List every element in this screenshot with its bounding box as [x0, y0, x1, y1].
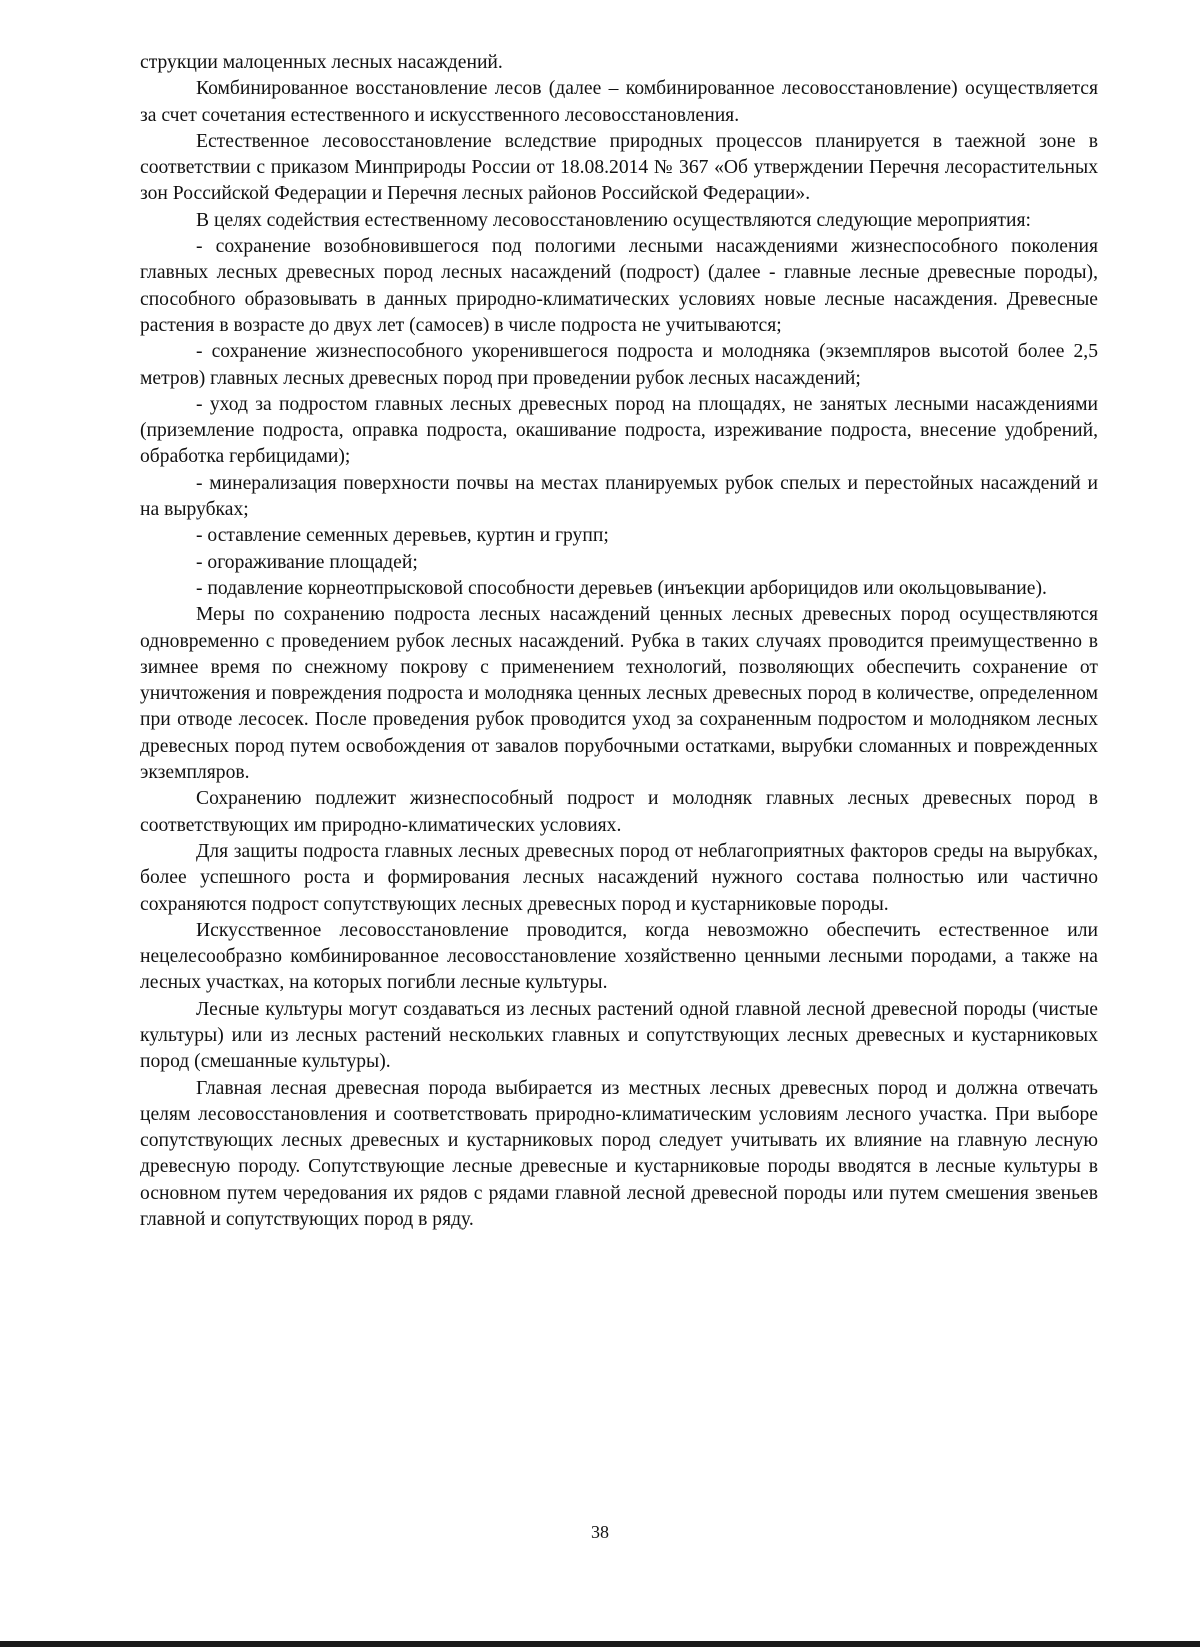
body-text [140, 50, 1098, 1233]
list-item-preserve-undergrowth: - сохранение возобновившегося под пологими лесными насаждениями жизнеспособного поколения главных лесных древесных пород лесных насаждений (подрост) (далее - главные лесные древесные породы), способного образовывать в данных природно-климатических условиях новые лесные насаждения. Древесные растения в возрасте до двух лет (самосев) в числе подроста не учитываются; [140, 236, 1098, 336]
paragraph-assistance-intro: В целях содействия естественному лесовосстановлению осуществляются следующие мероприятия: [196, 209, 1031, 231]
paragraph-combined-restoration: Комбинированное восстановление лесов (далее – комбинированное лесовосстановление) осуществляется за счет сочетания естественного и искусственного лесовосстановления. [140, 78, 1098, 126]
paragraph-preservation-subject: Сохранению подлежит жизнеспособный подрост и молодняк главных лесных древесных пород в соответствующих им природно-климатических условиях. [140, 788, 1098, 836]
list-item-undergrowth-care: - уход за подростом главных лесных древесных пород на площадях, не занятых лесными насаждениями (приземление подроста, оправка подроста, окашивание подроста, изреживание подроста, внесение удобрений, обработка гербицидами); [140, 393, 1098, 468]
scan-edge-line [0, 1641, 1200, 1647]
list-item-soil-mineralization: - минерализация поверхности почвы на местах планируемых рубок спелых и перестойных насаждений и на вырубках; [140, 472, 1098, 521]
paragraph-natural-restoration: Естественное лесовосстановление вследствие природных процессов планируется в таежной зоне в соответствии с приказом Минприроды России от 18.08.2014 № 367 «Об утверждении Перечня лесорастительных зон Российской Федерации и Перечня лесных районов Российской Федерации». [140, 130, 1098, 205]
list-item-preserve-young-stand: - сохранение жизнеспособного укоренившегося подроста и молодняка (экземпляров высотой более 2,5 метров) главных лесных древесных пород при проведении рубок лесных насаждений; [140, 341, 1098, 389]
paragraph-undergrowth-measures: Меры по сохранению подроста лесных насаждений ценных лесных древесных пород осуществляются одновременно с проведением рубок лесных насаждений. Рубка в таких случаях проводится преимущественно в зимнее время по снежному покрову с применением технологий, позволяющих обеспечить сохранение от уничтожения и повреждения подроста и молодняка ценных лесных древесных пород в количестве, определенном при отводе лесосек. После проведения рубок проводится уход за сохраненным подростом и молодняком лесных древесных пород путем освобождения от завалов порубочными остатками, вырубки сломанных и поврежденных экземпляров. [140, 604, 1098, 784]
paragraph-main-species: Главная лесная древесная порода выбирается из местных лесных древесных пород и должна отвечать целям лесовосстановления и соответствовать природно-климатическим условиям лесного участка. При выборе сопутствующих лесных древесных и кустарниковых пород следует учитывать их влияние на главную лесную древесную породу. Сопутствующие лесные древесные и кустарниковые породы вводятся в лесные культуры в основном путем чередования их рядов с рядами главной лесной древесной породы или путем смешения звеньев главной и сопутствующих пород в ряду. [140, 1077, 1098, 1231]
paragraph-forest-cultures: Лесные культуры могут создаваться из лесных растений одной главной лесной древесной породы (чистые культуры) или из лесных растений нескольких главных и сопутствующих лесных древесных и кустарниковых пород (смешанные культуры). [140, 998, 1098, 1073]
paragraph-continuation: струкции малоценных лесных насаждений. [140, 52, 503, 73]
page-number: 38 [591, 1522, 609, 1542]
list-item-fencing: - огораживание площадей; [196, 551, 418, 573]
paragraph-artificial-restoration: Искусственное лесовосстановление проводится, когда невозможно обеспечить естественное или нецелесообразно комбинированное лесовосстановление хозяйственно ценными лесными породами, а также на лесных участках, на которых погибли лесные культуры. [140, 919, 1098, 994]
list-item-root-suppression: - подавление корнеотпрысковой способности деревьев (инъекции арборицидов или окольцовывание). [196, 577, 1047, 599]
list-item-seed-trees: - оставление семенных деревьев, куртин и групп; [196, 525, 609, 547]
paragraph-protection: Для защиты подроста главных лесных древесных пород от неблагоприятных факторов среды на вырубках, более успешного роста и формирования лесных насаждений нужного состава полностью или частично сохраняются подрост сопутствующих лесных древесных пород и кустарниковые породы. [140, 840, 1098, 915]
